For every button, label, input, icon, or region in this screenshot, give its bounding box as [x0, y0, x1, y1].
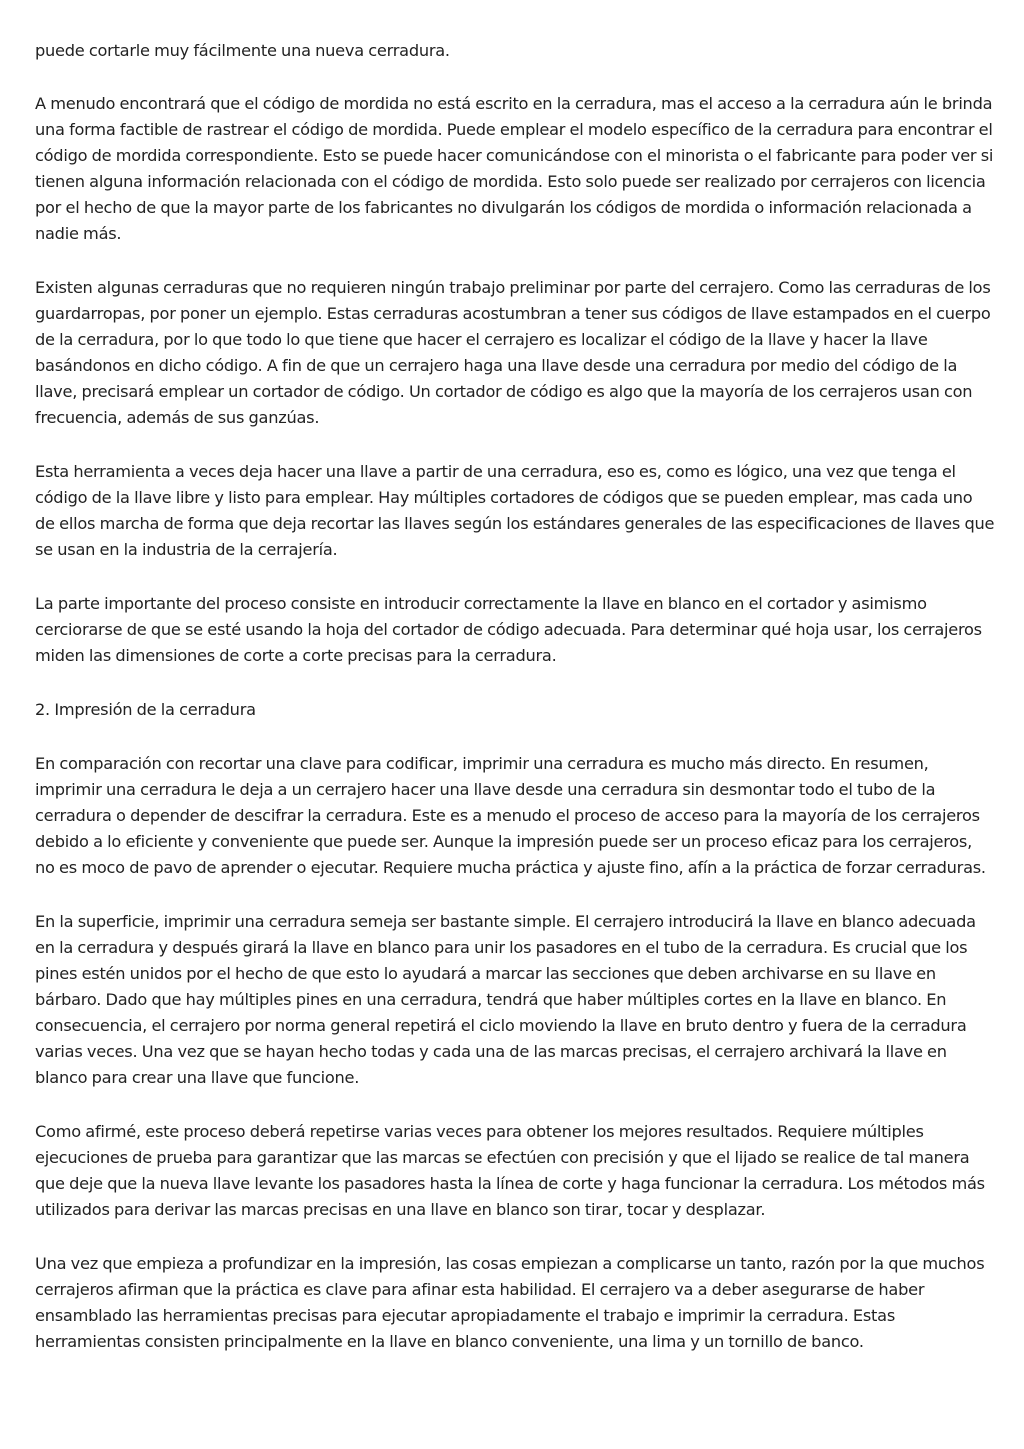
- section-heading-impression: 2. Impresión de la cerradura: [35, 700, 256, 719]
- paragraph-repetition: Como afirmé, este proceso deberá repetirse varias veces para obtener los mejores resultados. Requiere múltiples ejecuciones de prueba para garantizar que las marcas se efectúen con precisión y que el lijado se realice de tal manera que deje que la nueva llave levante los pasadores hasta la línea de corte y haga funcionar la cerradura. Los métodos más utilizados para derivar las marcas precisas en una llave en blanco son tirar, tocar y desplazar.: [35, 1122, 985, 1219]
- paragraph-impression-process: En la superficie, imprimir una cerradura semeja ser bastante simple. El cerrajero introducirá la llave en blanco adecuada en la cerradura y después girará la llave en blanco para unir los pasadores en el tubo de la cerradura. Es crucial que los pines estén unidos por el hecho de que esto lo ayudará a marcar las secciones que deben archivarse en su llave en bárbaro. Dado que hay múltiples pines en una cerradura, tendrá que haber múltiples cortes en la llave en blanco. En consecuencia, el cerrajero por norma general repetirá el ciclo moviendo la llave en bruto dentro y fuera de la cerradura varias veces. Una vez que se hayan hecho todas y cada una de las marcas precisas, el cerrajero archivará la llave en blanco para crear una llave que funcione.: [35, 912, 976, 1087]
- paragraph-tools: Una vez que empieza a profundizar en la impresión, las cosas empiezan a complicarse un tanto, razón por la que muchos cerrajeros afirman que la práctica es clave para afinar esta habilidad. El cerrajero va a deber asegurarse de haber ensamblado las herramientas precisas para ejecutar apropiadamente el trabajo e imprimir la cerradura. Estas herramientas consisten principalmente en la llave en blanco conveniente, una lima y un tornillo de banco.: [35, 1254, 985, 1351]
- paragraph-bite-code: A menudo encontrará que el código de mordida no está escrito en la cerradura, mas el acceso a la cerradura aún le brinda una forma factible de rastrear el código de mordida. Puede emplear el modelo específico de la cerradura para encontrar el código de mordida correspondiente. Esto se puede hacer comunicándose con el minorista o el fabricante para poder ver si tienen alguna información relacionada con el código de mordida. Esto solo puede ser realizado por cerrajeros con licencia por el hecho de que la mayor parte de los fabricantes no divulgarán los códigos de mordida o información relacionada a nadie más.: [35, 94, 994, 243]
- paragraph-continuation: puede cortarle muy fácilmente una nueva cerradura.: [35, 41, 450, 60]
- paragraph-code-cutter: Esta herramienta a veces deja hacer una llave a partir de una cerradura, eso es, como es lógico, una vez que tenga el código de la llave libre y listo para emplear. Hay múltiples cortadores de códigos que se pueden emplear, mas cada uno de ellos marcha de forma que deja recortar las llaves según los estándares generales de las especificaciones de llaves que se usan en la industria de la cerrajería.: [35, 462, 995, 559]
- paragraph-wardrobe-locks: Existen algunas cerraduras que no requieren ningún trabajo preliminar por parte del cerrajero. Como las cerraduras de los guardarropas, por poner un ejemplo. Estas cerraduras acostumbran a tener sus códigos de llave estampados en el cuerpo de la cerradura, por lo que todo lo que tiene que hacer el cerrajero es localizar el código de la llave y hacer la llave basándonos en dicho código. A fin de que un cerrajero haga una llave desde una cerradura por medio del código de la llave, precisará emplear un cortador de código. Un cortador de código es algo que la mayoría de los cerrajeros usan con frecuencia, además de sus ganzúas.: [35, 278, 991, 427]
- paragraph-cutter-blade: La parte importante del proceso consiste en introducir correctamente la llave en blanco en el cortador y asimismo cerciorarse de que se esté usando la hoja del cortador de código adecuada. Para determinar qué hoja usar, los cerrajeros miden las dimensiones de corte a corte precisas para la cerradura.: [35, 594, 982, 665]
- document-page: [35, 38, 995, 1383]
- paragraph-impression-intro: En comparación con recortar una clave para codificar, imprimir una cerradura es mucho más directo. En resumen, imprimir una cerradura le deja a un cerrajero hacer una llave desde una cerradura sin desmontar todo el tubo de la cerradura o depender de descifrar la cerradura. Este es a menudo el proceso de acceso para la mayoría de los cerrajeros debido a lo eficiente y conveniente que puede ser. Aunque la impresión puede ser un proceso eficaz para los cerrajeros, no es moco de pavo de aprender o ejecutar. Requiere mucha práctica y ajuste fino, afín a la práctica de forzar cerraduras.: [35, 754, 986, 877]
